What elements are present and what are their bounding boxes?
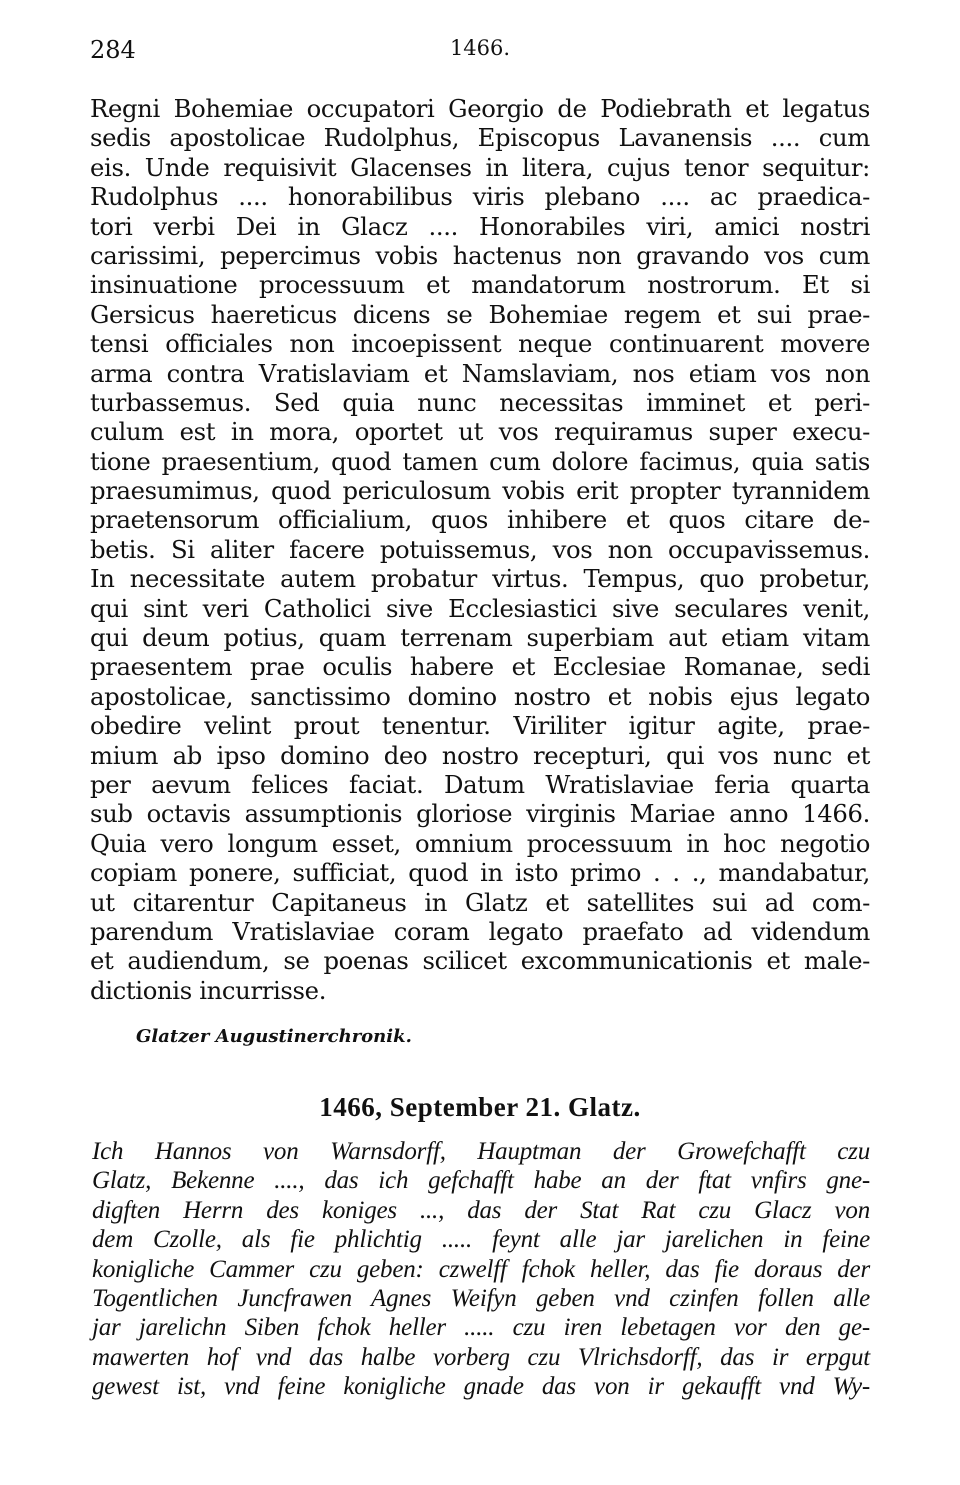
text-line: tori verbi Dei in Glacz .... Honorabiles viri, amici nostri (90, 211, 870, 241)
text-line: praetensorum officialium, quos inhibere et quos citare de- (90, 505, 870, 535)
text-line: mawerten hof vnd das halbe vorberg czu Vlrichsdorff, das ir erpgut (92, 1343, 870, 1371)
text-line: qui sint veri Catholici sive Ecclesiastici sive seculares venit, (90, 593, 870, 623)
text-line: ut citarentur Capitaneus in Glatz et satellites sui ad com- (90, 887, 870, 917)
text-line: Togentlichen Juncfrawen Agnes Weifyn geben vnd czinfen follen alle (92, 1284, 870, 1312)
text-line: per aevum felices faciat. Datum Wratislaviae feria quarta (90, 769, 870, 799)
text-line: Rudolphus .... honorabilibus viris plebano .... ac praedica- (90, 182, 870, 212)
text-line: eis. Unde requisivit Glacenses in litera, cujus tenor sequitur: (90, 152, 870, 182)
text-line: sub octavis assumptionis gloriose virginis Mariae anno 1466. (90, 799, 870, 829)
running-head-year: 1466. (449, 36, 511, 60)
running-head (90, 36, 870, 70)
text-line: praesentem prae oculis habere et Ecclesiae Romanae, sedi (90, 652, 870, 682)
text-line: mium ab ipso domino deo nostro recepturi, qui vos nunc et (90, 740, 870, 770)
text-line: Glatz, Bekenne ...., das ich gefchafft habe an der ftat vnfirs gne- (92, 1167, 870, 1195)
text-line: Quia vero longum esset, omnium processuum in hoc negotio (90, 828, 870, 858)
section-heading: 1466, September 21. Glatz. (319, 1092, 641, 1122)
german-text-block (92, 1137, 870, 1402)
text-line: arma contra Vratislaviam et Namslaviam, nos etiam vos non (90, 358, 870, 388)
text-line: dictionis incurrisse. (90, 975, 327, 1005)
text-line: Regni Bohemiae occupatori Georgio de Podiebrath et legatus (90, 94, 870, 123)
text-line: insinuatione processuum et mandatorum nostrorum. Et si (90, 270, 870, 300)
text-line: Ich Hannos von Warnsdorff, Hauptman der Growefchafft czu (92, 1138, 870, 1165)
text-line: carissimi, pepercimus vobis hactenus non gravando vos cum (90, 240, 870, 270)
text-line: tione praesentium, quod tamen cum dolore facimus, quia satis (90, 446, 870, 476)
page-number: 284 (90, 36, 136, 64)
text-line: digften Herrn des koniges ..., das der Stat Rat czu Glacz von (92, 1196, 870, 1224)
text-line: parendum Vratislaviae coram legato praefato ad videndum (90, 916, 870, 946)
source-citation: Glatzer Augustinerchronik. (136, 1026, 412, 1047)
text-line: tensi officiales non incoepissent neque continuarent movere (90, 329, 870, 359)
text-line: culum est in mora, oportet ut vos requiramus super execu- (90, 417, 870, 447)
text-line: obedire velint prout tenentur. Viriliter igitur agite, prae- (90, 711, 870, 741)
text-line: copiam ponere, sufficiat, quod in isto primo . . ., mandabatur, (90, 858, 870, 888)
text-line: jar jarelichn Siben fchok heller ..... czu iren lebetagen vor den ge- (92, 1314, 870, 1342)
text-line: Gersicus haereticus dicens se Bohemiae regem et sui prae- (90, 299, 870, 329)
text-line: sedis apostolicae Rudolphus, Episcopus Lavanensis .... cum (90, 123, 870, 153)
text-line: praesumimus, quod periculosum vobis erit propter tyrannidem (90, 476, 870, 506)
text-line: In necessitate autem probatur virtus. Tempus, quo probetur, (90, 564, 870, 594)
latin-text-block (90, 94, 870, 1005)
text-line: dem Czolle, als fie phlichtig ..... feynt alle jar jarelichen in feine (92, 1226, 870, 1254)
text-line: qui deum potius, quam terrenam superbiam aut etiam vitam (90, 623, 870, 653)
text-line: et audiendum, se poenas scilicet excommunicationis et male- (90, 946, 870, 976)
text-line: konigliche Cammer czu geben: czwelff fchok heller, das fie doraus der (92, 1255, 870, 1283)
text-line: turbassemus. Sed quia nunc necessitas imminet et peri- (90, 387, 870, 417)
text-line: gewest ist, vnd feine konigliche gnade das von ir gekaufft vnd Wy- (92, 1373, 870, 1401)
text-line: apostolicae, sanctissimo domino nostro et nobis ejus legato (90, 681, 870, 711)
text-line: betis. Si aliter facere potuissemus, vos non occupavissemus. (90, 534, 870, 564)
